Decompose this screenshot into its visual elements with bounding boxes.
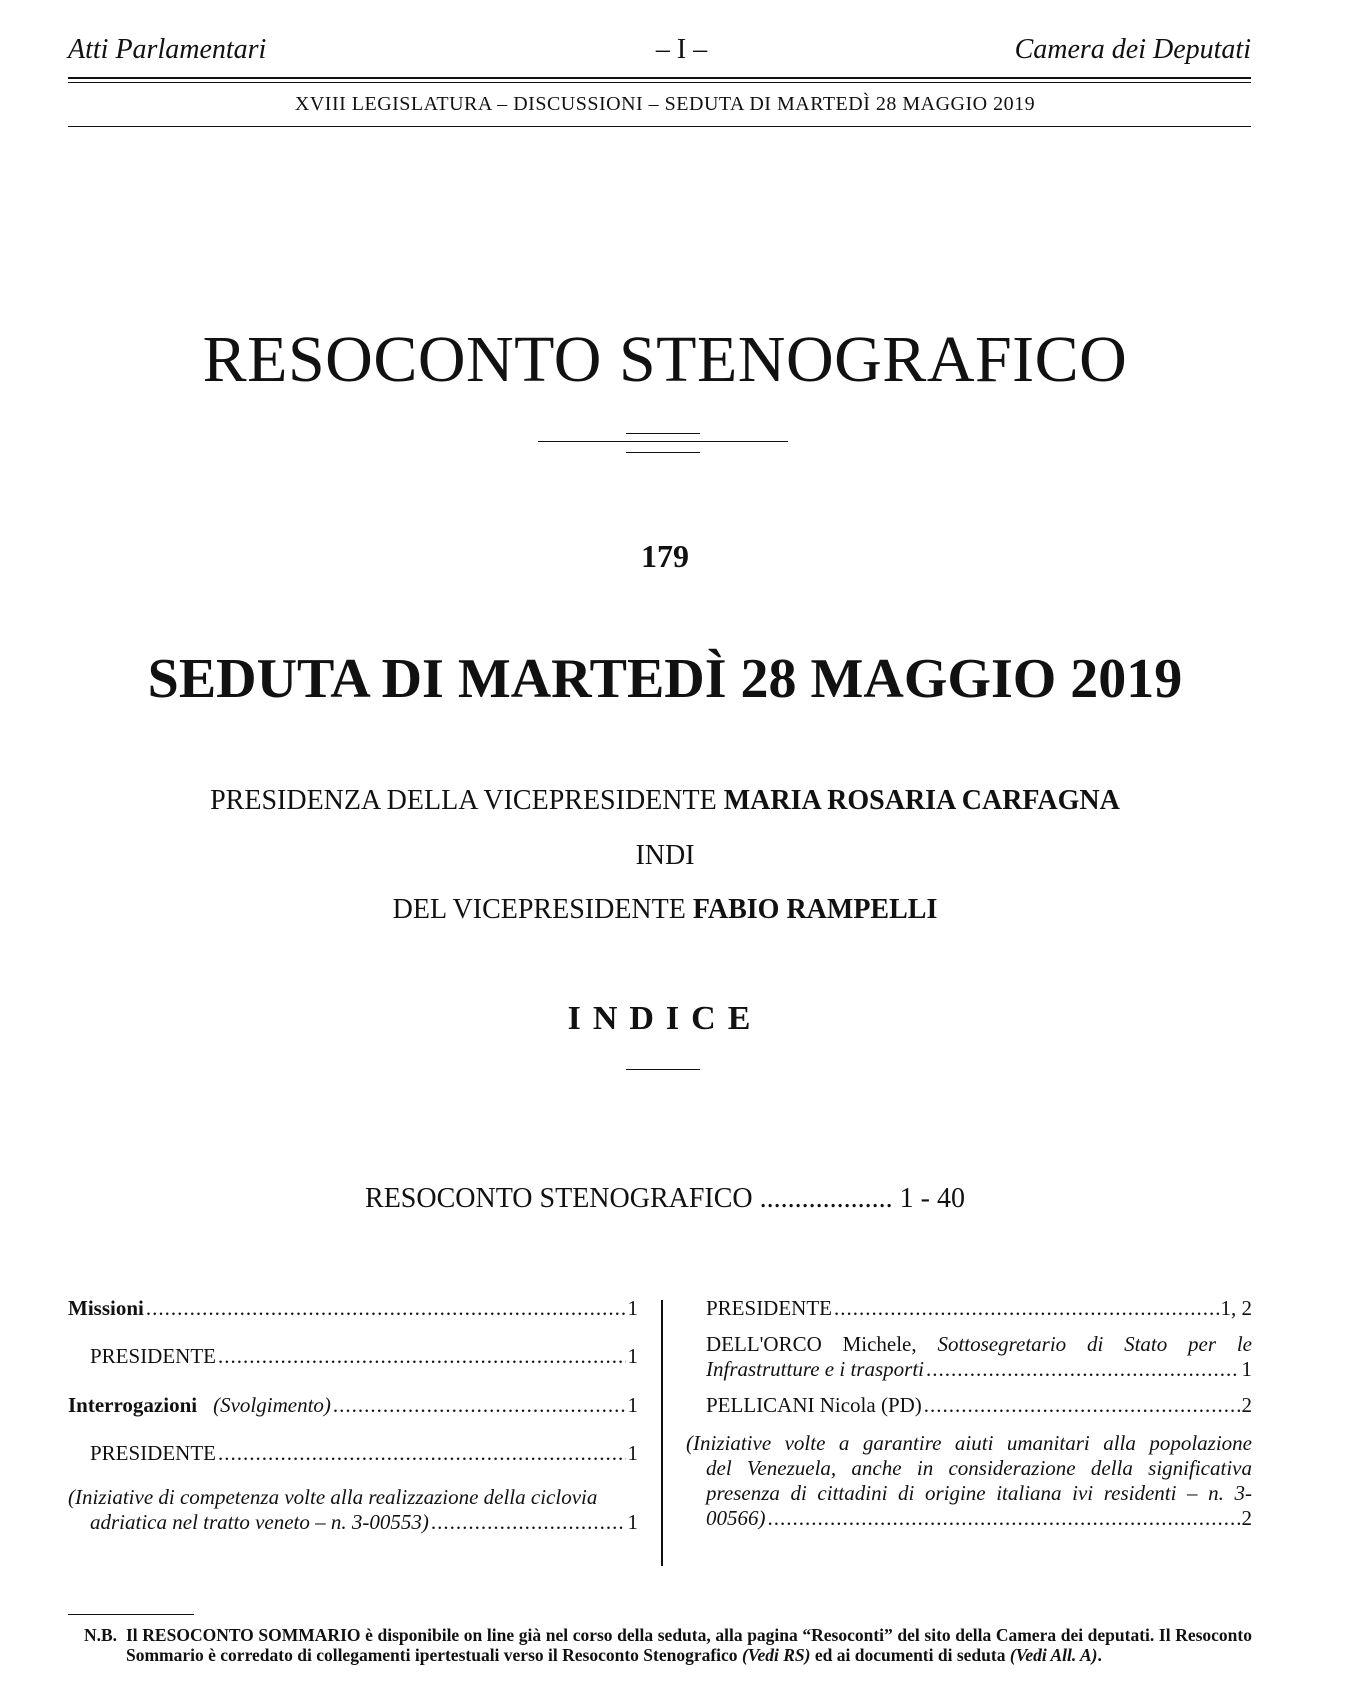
footnote-rule [68, 1614, 194, 1615]
document-title: RESOCONTO STENOGRAFICO [202, 323, 1128, 396]
footnote-label: N.B. [84, 1625, 118, 1645]
toc-entry-venezuela-line1: (Iniziative volte a garantire aiuti umanitari alla popolazione [686, 1431, 1252, 1455]
subheader: XVIII LEGISLATURA – DISCUSSIONI – SEDUTA DI MARTEDÌ 28 MAGGIO 2019 [294, 93, 1036, 115]
header-page-number: – I – [655, 34, 708, 65]
toc-page: 1 [627, 1441, 638, 1465]
toc-label: PELLICANI Nicola (PD) [706, 1393, 922, 1417]
footnote-text: Il RESOCONTO SOMMARIO è disponibile on line già nel corso della seduta, alla pagina “Resoconti” del sito della Camera dei deputati. Il Resoconto Sommario è corredato di collegamenti ipertestuali verso il Resoconto Stenografico [126, 1625, 1252, 1665]
toc-entry-dellorco-line1: DELL'ORCO Michele, Sottosegretario di Stato per le [706, 1332, 1252, 1356]
toc-entry-venezuela-line3: presenza di cittadini di origine italiana ivi residenti – n. 3- [706, 1481, 1252, 1505]
presidency-line-3 [0, 894, 1330, 926]
toc-entry-missioni [68, 1296, 638, 1321]
toc-dots [924, 1393, 1240, 1418]
toc-main-label: RESOCONTO STENOGRAFICO [365, 1183, 753, 1214]
session-date-title: SEDUTA DI MARTEDÌ 28 MAGGIO 2019 [147, 648, 1183, 710]
header-rule-thin [68, 82, 1251, 83]
header-rule [68, 77, 1251, 79]
footnote-end: . [1097, 1645, 1102, 1665]
toc-dots [146, 1296, 626, 1321]
footnote-body [84, 1625, 1252, 1665]
toc-label: DELL'ORCO Michele [706, 1332, 912, 1356]
toc-entry-dellorco-line2 [706, 1357, 1252, 1382]
toc-page: 2 [1241, 1506, 1252, 1530]
presidency-line-1 [0, 785, 1330, 817]
header-left: Atti Parlamentari [68, 34, 267, 65]
toc-label: Interrogazioni [68, 1393, 198, 1417]
toc-main-dots: ................... [759, 1183, 893, 1214]
presidency-prefix: DEL VICEPRESIDENTE [392, 894, 686, 925]
subheader-rule [68, 126, 1251, 127]
index-rule [626, 1069, 700, 1070]
ornament-rule [626, 452, 700, 453]
toc-entry-pellicani [706, 1393, 1252, 1418]
presidency-name: FABIO RAMPELLI [692, 894, 938, 925]
toc-entry-interrogazioni [68, 1393, 638, 1418]
toc-entry-presidente [90, 1344, 638, 1369]
toc-entry-presidente [706, 1296, 1252, 1321]
toc-label: Missioni [68, 1296, 144, 1320]
toc-dots [333, 1393, 626, 1418]
footnote [84, 1625, 1252, 1665]
toc-page: 1 [627, 1296, 638, 1320]
toc-page: 1 [627, 1510, 638, 1534]
presidency-line-2: INDI [635, 840, 695, 871]
toc-entry-venezuela-line2: del Venezuela, anche in considerazione della significativa [706, 1456, 1252, 1480]
toc-page: 1 [1241, 1357, 1252, 1381]
toc-page: 1 [627, 1393, 638, 1417]
footnote-text: ed ai documenti di seduta [814, 1645, 1006, 1665]
toc-entry-iniziative-line1: (Iniziative di competenza volte alla realizzazione della ciclovia [68, 1485, 598, 1509]
toc-page: 2 [1241, 1393, 1252, 1417]
session-number: 179 [641, 538, 689, 574]
toc-note: (Svolgimento) [213, 1393, 331, 1417]
toc-dots [834, 1296, 1219, 1321]
column-separator [661, 1300, 663, 1566]
toc-label: PRESIDENTE [90, 1344, 216, 1368]
toc-role: Sottosegretario di Stato per le [937, 1332, 1252, 1356]
ornament-rule [538, 441, 788, 442]
toc-entry-iniziative-line2 [90, 1510, 638, 1535]
footnote-link-rs[interactable]: (Vedi RS) [741, 1645, 811, 1665]
toc-label: 00566) [706, 1506, 766, 1530]
toc-entry-venezuela-line4 [706, 1506, 1252, 1531]
presidency-name: MARIA ROSARIA CARFAGNA [723, 785, 1120, 816]
toc-role: Infrastrutture e i trasporti [706, 1357, 924, 1381]
toc-label: PRESIDENTE [90, 1441, 216, 1465]
toc-page: 1 [627, 1344, 638, 1368]
toc-dots [218, 1441, 626, 1466]
toc-main-pages: 1 - 40 [899, 1183, 965, 1214]
toc-main-entry [0, 1183, 1330, 1215]
toc-page: 1, 2 [1220, 1296, 1252, 1320]
index-heading: INDICE [567, 1000, 763, 1037]
toc-dots [218, 1344, 626, 1369]
presidency-prefix: PRESIDENZA DELLA VICEPRESIDENTE [210, 785, 717, 816]
toc-dots [768, 1506, 1240, 1531]
toc-label: adriatica nel tratto veneto – n. 3-00553) [90, 1510, 429, 1534]
header-right: Camera dei Deputati [1014, 34, 1251, 65]
toc-label: PRESIDENTE [706, 1296, 832, 1320]
toc-entry-presidente [90, 1441, 638, 1466]
toc-dots [926, 1357, 1240, 1382]
footnote-link-allegato[interactable]: (Vedi All. A) [1009, 1645, 1098, 1665]
ornament-rule [626, 433, 700, 434]
toc-dots [431, 1510, 626, 1535]
